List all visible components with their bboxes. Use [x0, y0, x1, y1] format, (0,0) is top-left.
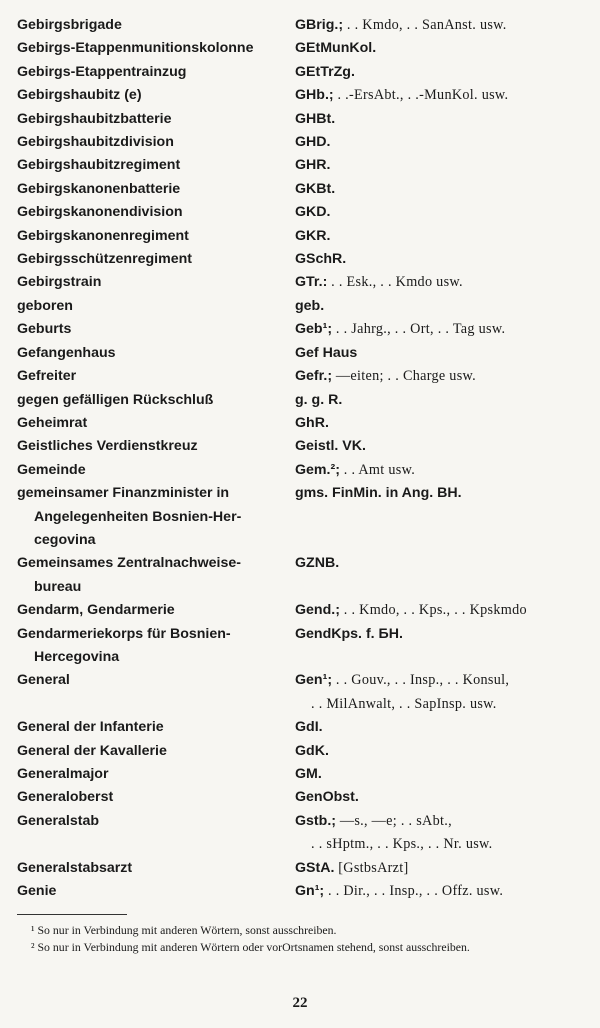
entry-row	[17, 342, 587, 365]
entry-row	[17, 857, 587, 880]
entry-term	[17, 552, 295, 599]
entry-row	[17, 37, 587, 60]
entry-abbreviation	[295, 84, 587, 107]
entry-term	[17, 482, 295, 552]
abbreviation-key: GhR.	[295, 414, 329, 431]
entry-abbreviation	[295, 740, 587, 763]
entry-abbreviation	[295, 37, 587, 60]
abbreviation-key: GHD.	[295, 134, 331, 151]
abbreviation-key: GSchR.	[295, 251, 347, 268]
entry-abbreviation	[295, 389, 587, 412]
term-text: General der Kavallerie	[17, 742, 167, 759]
entry-abbreviation	[295, 810, 587, 857]
entry-row	[17, 295, 587, 318]
entry-row	[17, 61, 587, 84]
term-text: Gendarm, Gendarmerie	[17, 602, 175, 619]
entry-term	[17, 716, 295, 739]
footnotes	[17, 922, 587, 956]
term-text: Gemeinde	[17, 461, 86, 478]
entry-row	[17, 459, 587, 482]
footnote-rule	[17, 914, 127, 915]
abbreviation-key: GEtMunKol.	[295, 40, 377, 57]
entry-row	[17, 178, 587, 201]
entry-term	[17, 295, 295, 318]
abbreviation-key: Gend.;	[295, 602, 340, 619]
abbreviation-key: gms. FinMin. in Ang. BH.	[295, 485, 462, 502]
entry-term	[17, 459, 295, 482]
entry-abbreviation	[295, 763, 587, 786]
abbreviation-key: GdI.	[295, 719, 323, 736]
entry-row	[17, 552, 587, 599]
abbreviation-key: GKBt.	[295, 180, 336, 197]
entry-row	[17, 131, 587, 154]
abbreviation-examples: [GstbsArzt]	[334, 859, 409, 876]
entry-abbreviation	[295, 178, 587, 201]
entry-term	[17, 599, 295, 622]
entry-term	[17, 880, 295, 903]
entry-row	[17, 365, 587, 388]
entry-term	[17, 84, 295, 107]
entry-term	[17, 365, 295, 388]
entry-row	[17, 810, 587, 857]
entry-term	[17, 61, 295, 84]
term-text: Generalstab	[17, 812, 100, 829]
entry-term	[17, 14, 295, 37]
abbreviation-examples-continued: . . MilAnwalt, . . SapInsp. usw.	[311, 695, 497, 712]
entry-abbreviation	[295, 482, 587, 505]
entry-row	[17, 716, 587, 739]
term-text: Generalstabsarzt	[17, 859, 133, 876]
footnote-1: ¹ So nur in Verbindung mit anderen Wörtern, sonst ausschreiben.	[31, 923, 337, 937]
entry-term	[17, 669, 295, 692]
entry-row	[17, 225, 587, 248]
entry-term	[17, 318, 295, 341]
abbreviation-key: GEtTrZg.	[295, 63, 355, 80]
abbreviation-examples: . . Dir., . . Insp., . . Offz. usw.	[324, 883, 504, 900]
entry-row	[17, 623, 587, 670]
entry-row	[17, 108, 587, 131]
entry-term	[17, 271, 295, 294]
abbreviation-key: g. g. R.	[295, 391, 343, 408]
term-text: Gefreiter	[17, 368, 77, 385]
entry-row	[17, 435, 587, 458]
abbreviation-key: Gen¹;	[295, 672, 333, 689]
entry-abbreviation	[295, 318, 587, 341]
entry-term	[17, 178, 295, 201]
term-text: gegen gefälligen Rückschluß	[17, 391, 214, 408]
entry-term	[17, 435, 295, 458]
page-number: 22	[292, 995, 308, 1011]
entry-abbreviation	[295, 248, 587, 271]
entry-abbreviation	[295, 623, 587, 646]
entry-abbreviation	[295, 552, 587, 575]
term-text: gemeinsamer Finanzminister in	[17, 485, 230, 502]
entry-abbreviation	[295, 786, 587, 809]
entry-term	[17, 201, 295, 224]
term-text: Gendarmeriekorps für Bosnien-	[17, 625, 231, 642]
entry-abbreviation	[295, 412, 587, 435]
entry-abbreviation	[295, 131, 587, 154]
term-text: Genie	[17, 883, 57, 900]
abbreviation-key: geb.	[295, 297, 325, 314]
entry-abbreviation	[295, 225, 587, 248]
term-text: Gebirgskanonenbatterie	[17, 180, 181, 197]
entry-row	[17, 201, 587, 224]
abbreviation-key: GendKps. f. БH.	[295, 625, 403, 642]
term-continuation: cegovina	[34, 531, 96, 548]
entry-row	[17, 669, 587, 716]
entry-row	[17, 599, 587, 622]
abbreviation-examples-continued: . . sHptm., . . Kps., . . Nr. usw.	[311, 836, 493, 853]
entry-term	[17, 786, 295, 809]
abbreviation-key: Gefr.;	[295, 368, 333, 385]
entry-term	[17, 763, 295, 786]
abbreviation-key: GHR.	[295, 157, 331, 174]
entry-abbreviation	[295, 880, 587, 903]
entry-term	[17, 810, 295, 833]
entry-row	[17, 248, 587, 271]
abbreviation-key: GTr.:	[295, 274, 328, 291]
term-text: Generalmajor	[17, 766, 109, 782]
term-continuation: Hercegovina	[34, 648, 120, 665]
term-text: Gemeinsames Zentralnachweise-	[17, 555, 241, 572]
abbreviation-key: Geb¹;	[295, 321, 333, 338]
term-text: Gebirgs-Etappenmunitionskolonne	[17, 40, 254, 57]
entry-row	[17, 740, 587, 763]
abbreviation-key: GM.	[295, 766, 322, 782]
term-text: Gebirgsschützenregiment	[17, 251, 193, 268]
abbreviation-key: GKR.	[295, 227, 331, 244]
abbreviation-key: GZNB.	[295, 555, 340, 572]
term-text: Gebirgskanonendivision	[17, 204, 183, 221]
entry-abbreviation	[295, 201, 587, 224]
term-text: Gefangenhaus	[17, 344, 116, 361]
entry-term	[17, 108, 295, 131]
entry-row	[17, 763, 587, 786]
abbreviation-key: Geistl. VK.	[295, 438, 366, 455]
entry-term	[17, 225, 295, 248]
abbreviation-key: Gef Haus	[295, 344, 358, 361]
abbreviation-examples: . . Gouv., . . Insp., . . Konsul,	[332, 672, 510, 689]
entry-row	[17, 482, 587, 552]
abbreviation-examples: . . Esk., . . Kmdo usw.	[327, 274, 463, 291]
abbreviation-key: GenObst.	[295, 789, 359, 806]
abbreviation-examples: —s., —e; . . sAbt.,	[335, 812, 452, 829]
term-continuation: Angelegenheiten Bosnien-Her-	[34, 508, 242, 525]
entry-row	[17, 318, 587, 341]
term-text: General	[17, 672, 70, 689]
entry-term	[17, 131, 295, 154]
abbreviation-examples: . .-ErsAbt., . .-MunKol. usw.	[333, 87, 509, 104]
entry-term	[17, 623, 295, 670]
entry-abbreviation	[295, 295, 587, 318]
term-text: Gebirgshaubitzdivision	[17, 134, 174, 151]
entry-abbreviation	[295, 669, 587, 716]
entry-row	[17, 389, 587, 412]
entry-abbreviation	[295, 14, 587, 37]
abbreviation-key: GHb.;	[295, 87, 334, 104]
abbreviation-examples: . . Kmdo, . . Kps., . . Kpskmdo	[339, 602, 527, 619]
entry-term	[17, 857, 295, 880]
entry-row	[17, 14, 587, 37]
term-text: Gebirgs-Etappentrainzug	[17, 63, 187, 80]
abbreviation-examples: —eiten; . . Charge usw.	[332, 368, 476, 385]
abbreviation-list	[17, 14, 587, 903]
term-text: Gebirgshaubitz (e)	[17, 87, 142, 104]
term-text: Gebirgskanonenregiment	[17, 227, 189, 244]
entry-abbreviation	[295, 342, 587, 365]
term-text: Gebirgshaubitzbatterie	[17, 110, 172, 127]
entry-row	[17, 84, 587, 107]
footnote-2: ² So nur in Verbindung mit anderen Wörtern oder vorOrtsnamen stehend, sonst ausschreiben.	[31, 940, 470, 954]
entry-abbreviation	[295, 108, 587, 131]
entry-abbreviation	[295, 365, 587, 388]
term-text: geboren	[17, 297, 73, 314]
term-text: Gebirgstrain	[17, 274, 102, 291]
abbreviation-examples: . . Kmdo, . . SanAnst. usw.	[343, 17, 507, 33]
entry-abbreviation	[295, 599, 587, 622]
entry-row	[17, 412, 587, 435]
abbreviation-examples: . . Amt usw.	[339, 461, 416, 478]
entry-term	[17, 740, 295, 763]
entry-row	[17, 880, 587, 903]
abbreviation-key: GKD.	[295, 204, 331, 221]
abbreviation-key: GdK.	[295, 742, 329, 759]
term-text: Geistliches Verdienstkreuz	[17, 438, 198, 455]
entry-abbreviation	[295, 154, 587, 177]
entry-row	[17, 786, 587, 809]
abbreviation-key: GHBt.	[295, 110, 336, 127]
entry-abbreviation	[295, 459, 587, 482]
entry-row	[17, 271, 587, 294]
term-continuation: bureau	[34, 578, 82, 595]
entry-term	[17, 342, 295, 365]
abbreviation-key: Gem.²;	[295, 461, 340, 478]
entry-term	[17, 412, 295, 435]
entry-row	[17, 154, 587, 177]
abbreviation-key: Gn¹;	[295, 883, 325, 900]
entry-term	[17, 248, 295, 271]
term-text: Gebirgsbrigade	[17, 17, 122, 33]
abbreviation-key: GBrig.;	[295, 17, 344, 33]
entry-term	[17, 37, 295, 60]
entry-abbreviation	[295, 857, 587, 880]
abbreviation-key: Gstb.;	[295, 812, 336, 829]
term-text: Geheimrat	[17, 414, 88, 431]
entry-abbreviation	[295, 61, 587, 84]
term-text: Geburts	[17, 321, 72, 338]
term-text: General der Infanterie	[17, 719, 164, 736]
entry-abbreviation	[295, 435, 587, 458]
entry-abbreviation	[295, 716, 587, 739]
entry-abbreviation	[295, 271, 587, 294]
term-text: Generaloberst	[17, 789, 114, 806]
entry-term	[17, 154, 295, 177]
abbreviation-examples: . . Jahrg., . . Ort, . . Tag usw.	[332, 321, 506, 338]
entry-term	[17, 389, 295, 412]
abbreviation-key: GStA.	[295, 859, 335, 876]
term-text: Gebirgshaubitzregiment	[17, 157, 181, 174]
